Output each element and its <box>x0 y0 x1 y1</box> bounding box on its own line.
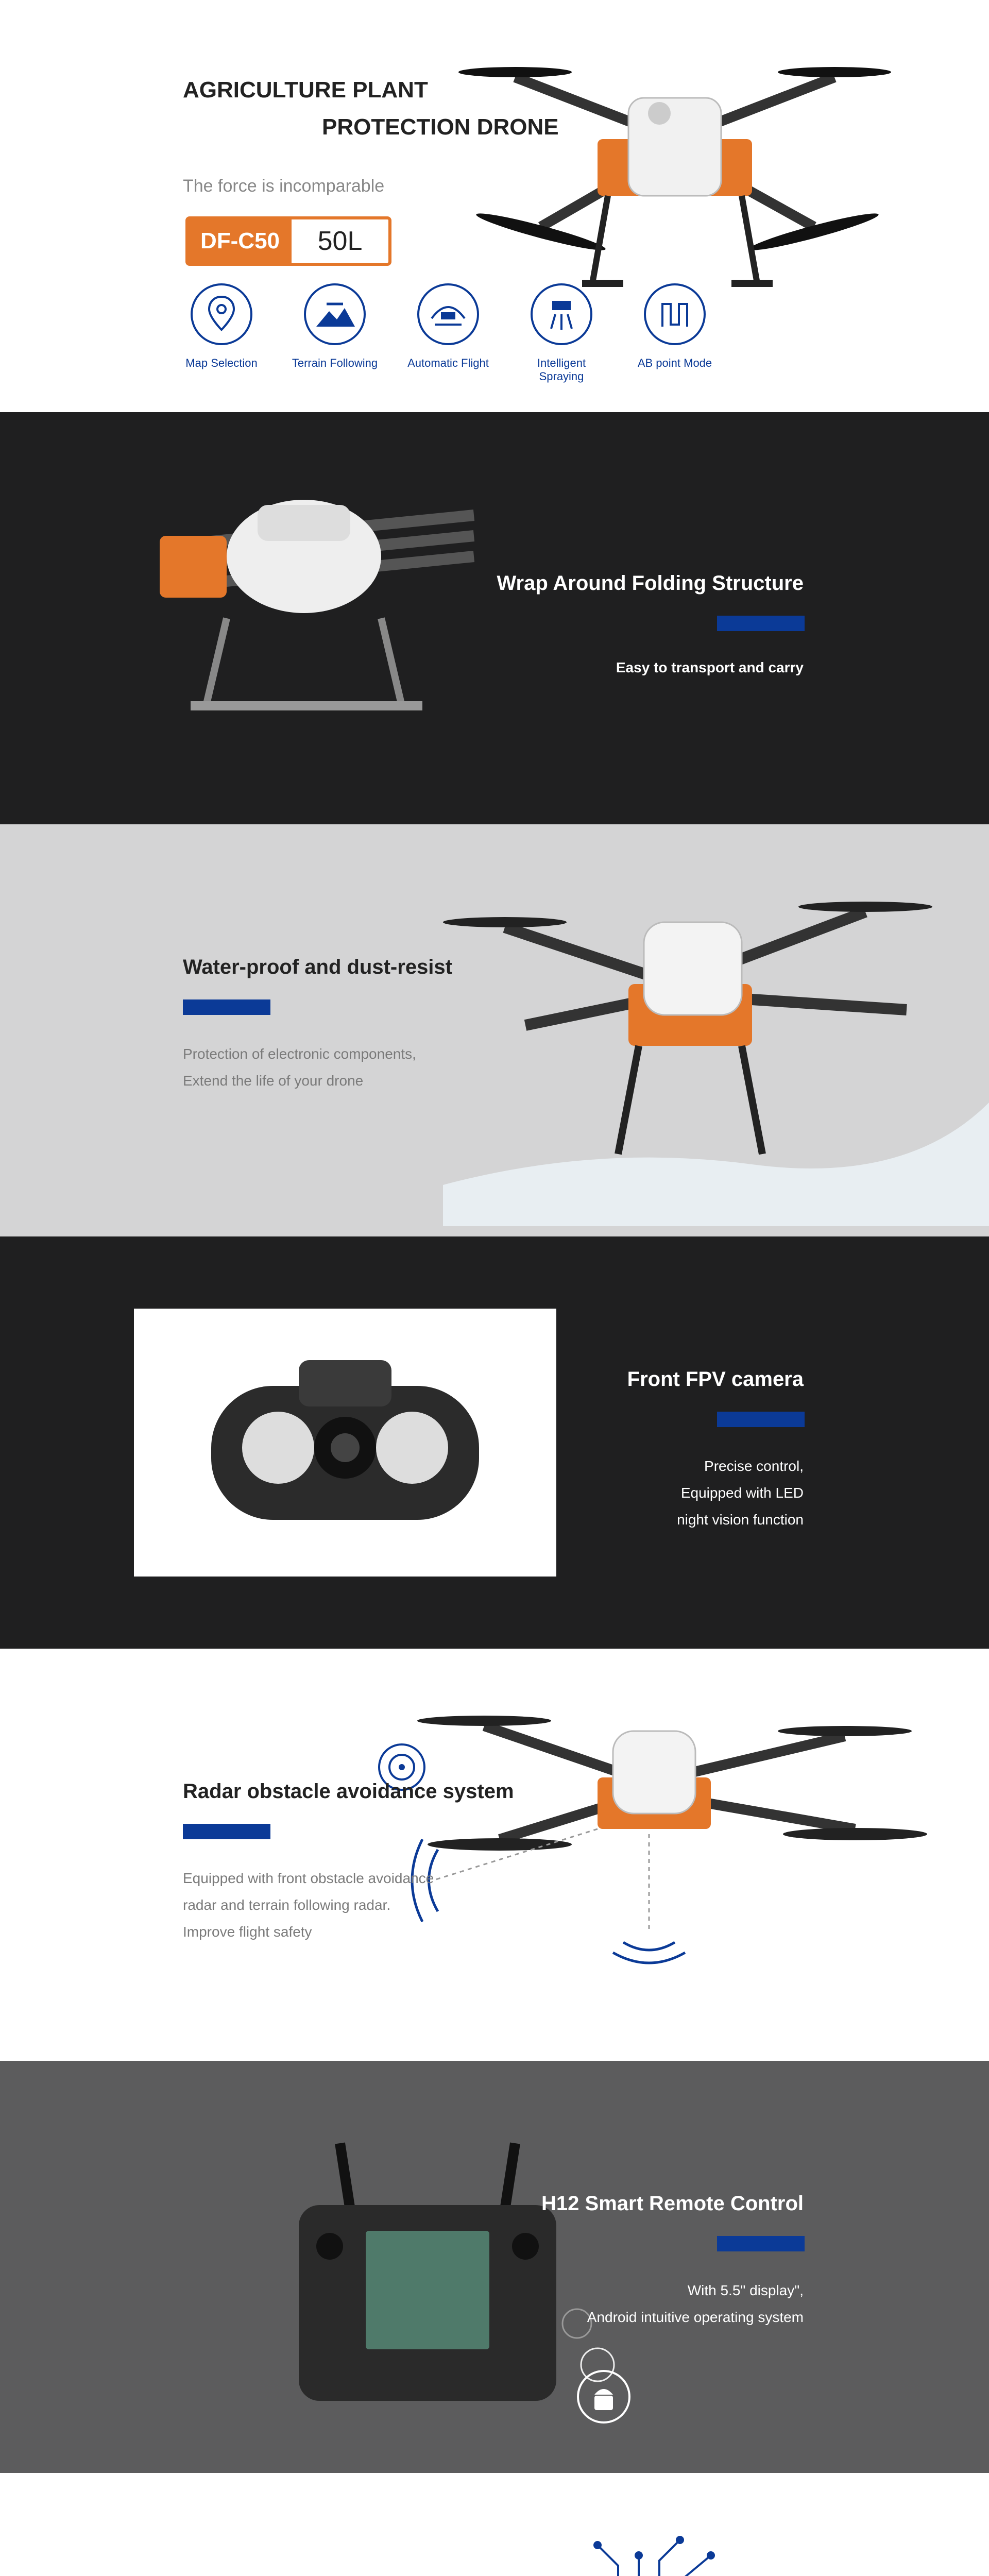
feature-map-selection[interactable] <box>175 283 268 370</box>
ab-point-icon <box>644 283 706 345</box>
section-text-line1: With 5.5" display", <box>687 2282 804 2298</box>
waterproof-drone-image <box>443 855 989 1226</box>
android-icon <box>577 2370 630 2424</box>
fpv-camera-image <box>134 1309 556 1577</box>
section-title: Wrap Around Folding Structure <box>497 572 804 595</box>
section-text-line1: Equipped with front obstacle avoidance <box>183 1870 434 1886</box>
section-text-line3: night vision function <box>677 1512 804 1528</box>
map-pin-icon <box>191 283 252 345</box>
radar-drone-image <box>361 1664 958 1994</box>
feature-ab-point-mode[interactable] <box>628 283 721 370</box>
section-text-line3: Improve flight safety <box>183 1924 312 1940</box>
capacity-value: 50L <box>317 226 363 256</box>
model-name: DF-C50 <box>189 219 292 263</box>
folding-section <box>0 412 989 824</box>
circuit-icon <box>494 2524 804 2576</box>
auto-flight-icon <box>417 283 479 345</box>
terrain-icon <box>304 283 366 345</box>
section-title: Radar obstacle avoidance system <box>183 1780 514 1803</box>
accent-bar <box>717 616 805 631</box>
feature-list <box>175 283 793 386</box>
flight-controller-section <box>0 2473 989 2576</box>
feature-intelligent-spraying[interactable] <box>515 283 608 383</box>
feature-terrain-following[interactable] <box>288 283 381 370</box>
hero-title-line1: AGRICULTURE PLANT <box>183 77 428 103</box>
section-text-line1: Protection of electronic components, <box>183 1046 416 1062</box>
fpv-camera-section <box>0 1236 989 1649</box>
accent-bar <box>717 1412 805 1427</box>
section-text: Easy to transport and carry <box>616 659 804 675</box>
feature-label: Terrain Following <box>292 357 378 369</box>
accent-bar <box>183 1824 270 1839</box>
hero-section <box>0 0 989 412</box>
section-text-line1: Precise control, <box>704 1458 804 1474</box>
waterproof-section <box>0 824 989 1236</box>
accent-bar <box>183 999 270 1015</box>
feature-label: Automatic Flight <box>407 357 489 369</box>
hero-tagline: The force is incomparable <box>183 176 385 196</box>
hero-title-line2: PROTECTION DRONE <box>322 114 559 140</box>
section-text-line2: Android intuitive operating system <box>587 2309 804 2325</box>
section-title: Water-proof and dust-resist <box>183 956 452 978</box>
remote-control-image <box>288 2138 628 2427</box>
section-title: Front FPV camera <box>627 1368 804 1391</box>
feature-automatic-flight[interactable] <box>402 283 494 370</box>
spray-icon <box>531 283 592 345</box>
accent-bar <box>717 2236 805 2251</box>
model-badge <box>185 216 391 266</box>
radar-section <box>0 1649 989 2061</box>
hero-drone-image <box>453 21 896 299</box>
feature-label: Intelligent Spraying <box>537 357 586 383</box>
folded-drone-image <box>134 464 505 752</box>
section-text-line2: radar and terrain following radar. <box>183 1897 391 1913</box>
section-title: H12 Smart Remote Control <box>541 2192 804 2215</box>
section-text-line2: Extend the life of your drone <box>183 1073 364 1089</box>
feature-label: AB point Mode <box>637 357 712 369</box>
feature-label: Map Selection <box>185 357 258 369</box>
section-text-line2: Equipped with LED <box>680 1485 804 1501</box>
remote-control-section <box>0 2061 989 2473</box>
camera-image-frame <box>134 1309 556 1577</box>
